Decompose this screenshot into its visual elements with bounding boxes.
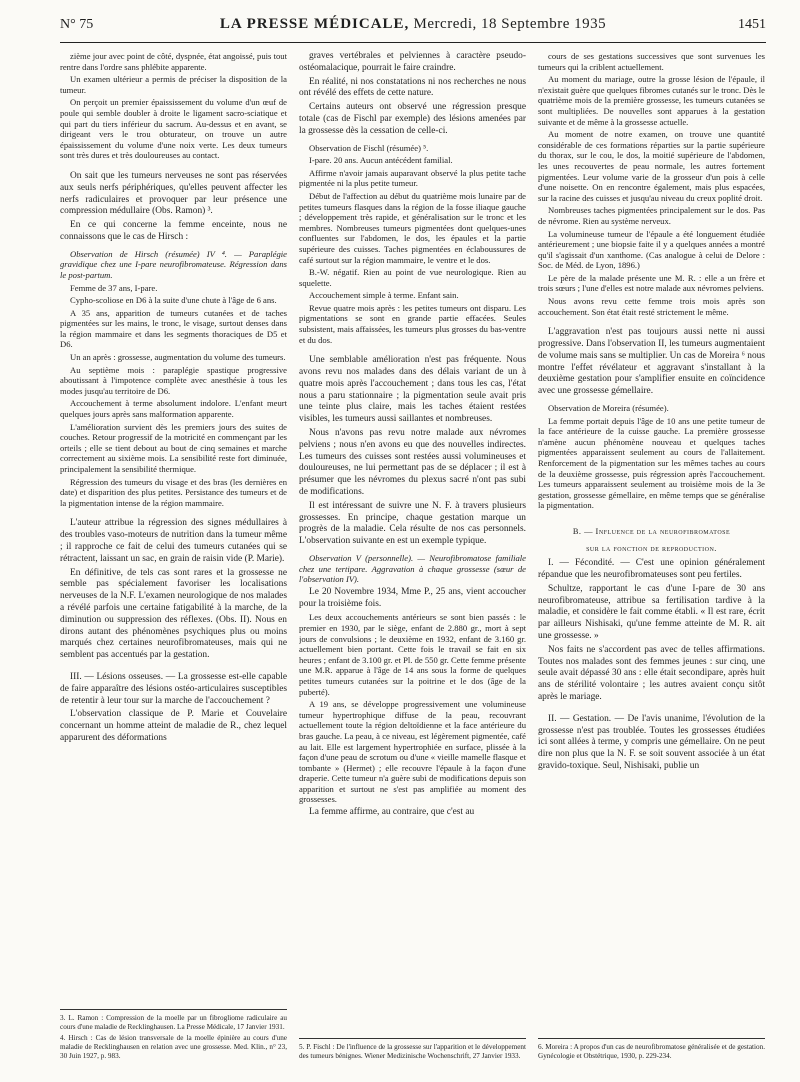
footnote: 5. P. Fischl : De l'influence de la grossesse sur l'apparition et le développement des tumeurs bénignes. Wiener Medizinische Wochenschrift, 27 Janvier 1933.	[299, 1043, 526, 1060]
observation-heading: Observation de Fischl (résumée) ⁵.	[309, 142, 429, 153]
column-3	[538, 51, 765, 1071]
footnotes	[538, 1038, 765, 1063]
footnote: 6. Moreira : A propos d'un cas de neurofibromatose généralisée et de gestation. Gynécologie et Obstétrique, 1930, p. 229-234.	[538, 1043, 765, 1060]
paragraph: Nombreuses taches pigmentées principalement sur le dos. Pas de névrome. Rien au système nerveux.	[538, 205, 765, 226]
paragraph: B.-W. négatif. Rien au point de vue neurologique. Rien au squelette.	[299, 267, 526, 288]
paragraph: Les deux accouchements antérieurs se sont bien passés : le premier en 1930, par le siège, enfant de 2.880 gr., mort à sept jours de convulsions ; le deuxième en 1932, enfant de 3.160 gr. actuellement bien portant. Cette fois le travail se fait en six heures ; enfant de 3.100 gr. et Pl. de 550 gr. Cette femme présente une M.R. apparue à l'âge de 14 ans sous la forme de quelques petites tumeurs cutanées sur la poitrine et le dos (âge de la puberté).	[299, 612, 526, 697]
paragraph: Le père de la malade présente une M. R. : elle a un frère et trois sœurs ; l'une d'elles est notre malade aux névromes pelviens.	[538, 272, 765, 294]
paragraph: A 35 ans, apparition de tumeurs cutanées et de taches pigmentées sur les mains, le tronc, le visage, surtout denses dans la région mammaire et dans les segments thoraciques de D5 et D6.	[60, 307, 287, 350]
paragraph: graves vertébrales et pelviennes à caractère pseudo-ostéomalacique, pourrait le faire craindre.	[299, 51, 526, 73]
paragraph: Une semblable amélioration n'est pas fréquente. Nous avons revu nos malades dans des délais variant de un à quatre mois après l'accouchement ; dans tous les cas, l'état nous a paru stationnaire ; la pigmentation seule avait pris une teinte plus claire, mais les taches étaient restées visibles, les tumeurs aussi saillantes et nombreuses.	[299, 355, 526, 425]
journal-title-line	[220, 16, 606, 33]
footnote: 4. Hirsch : Cas de lésion transversale de la moelle épinière au cours d'une maladie de Recklinghausen en relation avec une grossesse. Med. Klin., n° 23, 30 Juin 1927, p. 983.	[60, 1034, 287, 1060]
section-heading: B. — Influence de la neurofibromatose	[572, 526, 731, 536]
observation-heading: Observation de Moreira (résumée).	[548, 403, 669, 414]
paragraph: En ce qui concerne la femme enceinte, nous ne connaissons que le cas de Hirsch :	[60, 220, 287, 242]
paragraph: zième jour avec point de côté, dyspnée, état angoissé, puis tout rentre dans l'ordre sans phlébite apparente.	[60, 51, 287, 72]
issue-number: N° 75	[60, 17, 94, 32]
paragraph: Certains auteurs ont observé une régression presque totale (cas de Fischl par exemple) des lésions amenées par la grossesse dès la cessation de celle-ci.	[299, 102, 526, 136]
section-heading: sur la fonction de reproduction.	[586, 543, 717, 553]
paragraph: cours de ses gestations successives que sont survenues les tumeurs qui la criblent actuellement.	[538, 51, 765, 72]
paragraph: Un an après : grossesse, augmentation du volume des tumeurs.	[70, 352, 286, 363]
paragraph: On perçoit un premier épaississement du volume d'un œuf de poule qui semble doubler à droite le ligament sacro-sciatique et qui part du tiers inférieur du sacrum. Au-dessus et en avant, se dirigeant vers le trou obturateur, on trouve un autre épaississement du volume d'une noix verte. Les deux tumeurs sont très dures et très douloureuses au contact.	[60, 97, 287, 161]
paragraph: Femme de 37 ans, I-pare.	[70, 282, 158, 293]
paragraph: L'auteur attribue la régression des signes médullaires à des troubles vaso-moteurs de nutrition dans la tumeur même ; il rapproche ce fait de celui des tumeurs cutanées qui se rétractent, laissant un sac, en grain de raisin vide (P. Marie).	[60, 518, 287, 564]
column-2	[299, 51, 526, 1071]
paragraph: Accouchement à terme absolument indolore. L'enfant meurt quelques jours après sans malformation apparente.	[60, 398, 287, 420]
paragraph: Le 20 Novembre 1934, Mme P., 25 ans, vient accoucher pour la troisième fois.	[299, 586, 526, 609]
article-columns	[60, 51, 766, 1071]
section-fecondite: I. — Fécondité. — C'est une opinion généralement répandue que les neurofibromateuses sont peu fertiles.	[538, 558, 765, 580]
paragraph: Un examen ultérieur a permis de préciser la disposition de la tumeur.	[60, 74, 287, 95]
section-gestation: II. — Gestation. — De l'avis unanime, l'évolution de la grossesse n'est pas troublée. Toutes les grossesses étudiées ici sont allées à terme, y compris une gémellaire. On ne peut dire non plus que la N. F. se soit souvent associée à un état gravido-toxique. Seul, Nishisaki, publie un	[538, 713, 765, 771]
paragraph: A 19 ans, se développe progressivement une volumineuse tumeur hypertrophique diffuse de la peau, recouvrant actuellement toute la région deltoïdienne et la face antérieure du bras gauche. La peau, à ce niveau, est légèrement pigmentée, café au lait. Elle est largement hypertrophiée en surface, plissée à la façon d'une peau de scrotum ou d'une « vieille mamelle flasque et tombante » (Hermet) ; elle recouvre l'épaule à la façon d'une draperie. Cette tumeur n'a guère subi de modifications depuis son apparition et surtout ne s'est pas amplifiée au moment des grossesses.	[299, 699, 526, 805]
paragraph: La femme portait depuis l'âge de 10 ans une petite tumeur de la face antérieure de la cuisse gauche. La première grossesse n'amène aucun phénomène nouveau et quelques taches pigmentées apparaissent seulement au cours de l'allaitement. Renforcement de la pigmentation sur les mêmes taches au cours de la deuxième grossesse, puis régression après l'accouchement. Les tumeurs apparaissent seulement au troisième mois de la 3e gestation, grossesse gémellaire, en même temps que se généralise la pigmentation.	[538, 415, 765, 511]
paragraph: On sait que les tumeurs nerveuses ne sont pas réservées aux seuls nerfs périphériques, qu'elles peuvent affecter les nerfs radiculaires et provoquer par leur présence une compression médullaire (Obs. Ramon) ³.	[60, 170, 287, 217]
observation-heading: Observation de Hirsch (résumée) IV ⁴. — Paraplégie gravidique chez une I-pare neurofibromateuse. Régression dans le post-partum.	[60, 248, 287, 280]
paragraph: La volumineuse tumeur de l'épaule a été longuement étudiée antérieurement ; une biopsie faite il y a quelques années a montré qu'il s'agissait d'un xanthome. (Cas analogue à celui de Delore : Soc. de Méd. de Lyon, 1896.)	[538, 228, 765, 271]
column-1	[60, 51, 287, 1071]
journal-name: LA PRESSE MÉDICALE,	[219, 16, 410, 32]
page-number: 1451	[738, 17, 766, 32]
paragraph: Au moment du mariage, outre la grosse lésion de l'épaule, il n'existait guère que quelques fibromes cutanés sur le tronc. Dès le quatrième mois de la première grossesse, les tumeurs cutanées se sont multipliées. De nouvelles sont apparues à la gestation suivante et de même à la grossesse actuelle.	[538, 74, 765, 127]
paragraph: Schultze, rapportant le cas d'une I-pare de 30 ans neurofibromateuse, attribue sa fertilisation tardive à la maladie, et considère le fait comme établi. « Il est rare, écrit par ailleurs Nishisaki, qu'une femme atteinte de M. R. ait une grossesse. »	[538, 583, 765, 641]
footnotes	[60, 1009, 287, 1063]
paragraph: Cypho-scoliose en D6 à la suite d'une chute à l'âge de 6 ans.	[70, 295, 277, 306]
paragraph: En définitive, de tels cas sont rares et la grossesse ne semble pas spécialement favoriser les localisations nerveuses de la N.F. L'examen neurologique de nos malades a révélé parfois une certaine fatigabilité à la marche, de la diminution ou suppression des réflexes. (Obs. II). Nous en dirons autant des phénomènes psychiques plus ou moins marqués chez certaines neurofibromateuses, mais qui ne semblent pas accentués par la gestation.	[60, 567, 287, 661]
paragraph: La femme affirme, au contraire, que c'est au	[309, 807, 475, 818]
footnotes	[299, 1038, 526, 1063]
paragraph: Nous avons revu cette femme trois mois après son accouchement. Son état était resté strictement le même.	[538, 296, 765, 317]
observation-heading: Observation V (personnelle). — Neurofibromatose familiale chez une tertipare. Aggravation à chaque grossesse (sœur de l'observation IV).	[299, 553, 526, 585]
paragraph: Il est intéressant de suivre une N. F. à travers plusieurs grossesses. En principe, chaque gestation marque un progrès de la maladie. Cela résulte de nos cas personnels. L'observation suivante en est un exemple typique.	[299, 500, 526, 547]
paragraph: L'amélioration survient dès les premiers jours des suites de couches. Retour progressif de la motricité en commençant par les orteils ; elle se tient debout au bout de cinq semaines et marche correctement au sixième mois. La sensibilité reste fort diminuée, principalement la sensibilité thermique.	[60, 421, 287, 474]
paragraph: I-pare. 20 ans. Aucun antécédent familial.	[309, 155, 453, 166]
paragraph: Nous n'avons pas revu notre malade aux névromes pelviens ; nous n'en avons eu que des nouvelles indirectes. Les tumeurs des cuisses sont restées aussi volumineuses et douloureuses, ne lui permettant pas de se déplacer ; il est à présumer que les névromes du plexus sacré n'ont pas subi de modifications.	[299, 428, 526, 498]
section-lesions-osseuses: III. — Lésions osseuses. — La grossesse est-elle capable de faire apparaître des lésions ostéo-articulaires susceptibles de retentir à leur tour sur la marche de l'accouchement ?	[60, 671, 287, 706]
paragraph: Au moment de notre examen, on trouve une quantité considérable de ces formations réparties sur la partie supérieure du thorax, sur le cou, le dos, la moitié supérieure de l'abdomen, les unes recouvertes de peau normale, les autres fortement pigmentées. Leur volume varie de la grosseur d'un pois à celle d'une noisette. On en rencontre également, mais plus espacées, sur la racine des cuisses et jusqu'au niveau du creux poplité droit.	[538, 129, 765, 203]
paragraph: Début de l'affection au début du quatrième mois lunaire par de petites tumeurs flasques dans la région de la fosse iliaque gauche ; développement très rapide, et généralisation sur le tronc et les membres. Nombreuses tumeurs pigmentées dont quelques-unes confluentes sur l'abdomen, le dos, les épaules et la partie supérieure des cuisses. Taches pigmentées en éclaboussures de café surtout sur la région mammaire, le ventre et le dos.	[299, 190, 526, 265]
paragraph: Affirme n'avoir jamais auparavant observé la plus petite tache pigmentée ni la plus petite tumeur.	[299, 167, 526, 189]
paragraph: Accouchement simple à terme. Enfant sain.	[309, 290, 459, 301]
paragraph: Nos faits ne s'accordent pas avec de telles affirmations. Toutes nos malades sont des femmes jeunes : sur cinq, une seule avait dépassé 30 ans : elle était secondipare, après huit ans de stérilité volontaire ; les autres avaient conçu sitôt après le mariage.	[538, 644, 765, 702]
paragraph: Au septième mois : paraplégie spastique progressive aboutissant à l'impotence complète avec anesthésie à tous les modes jusqu'au territoire de D6.	[60, 364, 287, 396]
footnote: 3. L. Ramon : Compression de la moelle par un fibrogliome radiculaire au cours d'une maladie de Recklinghausen. La Presse Médicale, 17 Janvier 1931.	[60, 1014, 287, 1031]
paragraph: Revue quatre mois après : les petites tumeurs ont disparu. Les pigmentations se sont en grande partie effacées. Seules subsistent, mais affaissées, les tumeurs plus grosses du bas-ventre et du dos.	[299, 302, 526, 345]
paragraph: L'aggravation n'est pas toujours aussi nette ni aussi progressive. Dans l'observation II, les tumeurs augmentaient de volume mais sans se multiplier. Un cas de Moreira ⁶ nous montre l'effet révélateur et aggravant s'installant à la deuxième gestation pour s'amplifier ensuite en coïncidence avec une grossesse gémellaire.	[538, 327, 765, 397]
page-header	[60, 16, 766, 43]
issue-date: Mercredi, 18 Septembre 1935	[413, 16, 607, 32]
paragraph: L'observation classique de P. Marie et Couvelaire concernant un homme atteint de maladie de R., chez lequel apparurent des déformations	[60, 709, 287, 743]
paragraph: En réalité, ni nos constatations ni nos recherches ne nous ont révélé des effets de cette nature.	[299, 76, 526, 99]
paragraph: Régression des tumeurs du visage et des bras (les dernières en date) et disparition des plus petites. Persistance des tumeurs et de la pigmentation intense de la région mammaire.	[60, 476, 287, 508]
